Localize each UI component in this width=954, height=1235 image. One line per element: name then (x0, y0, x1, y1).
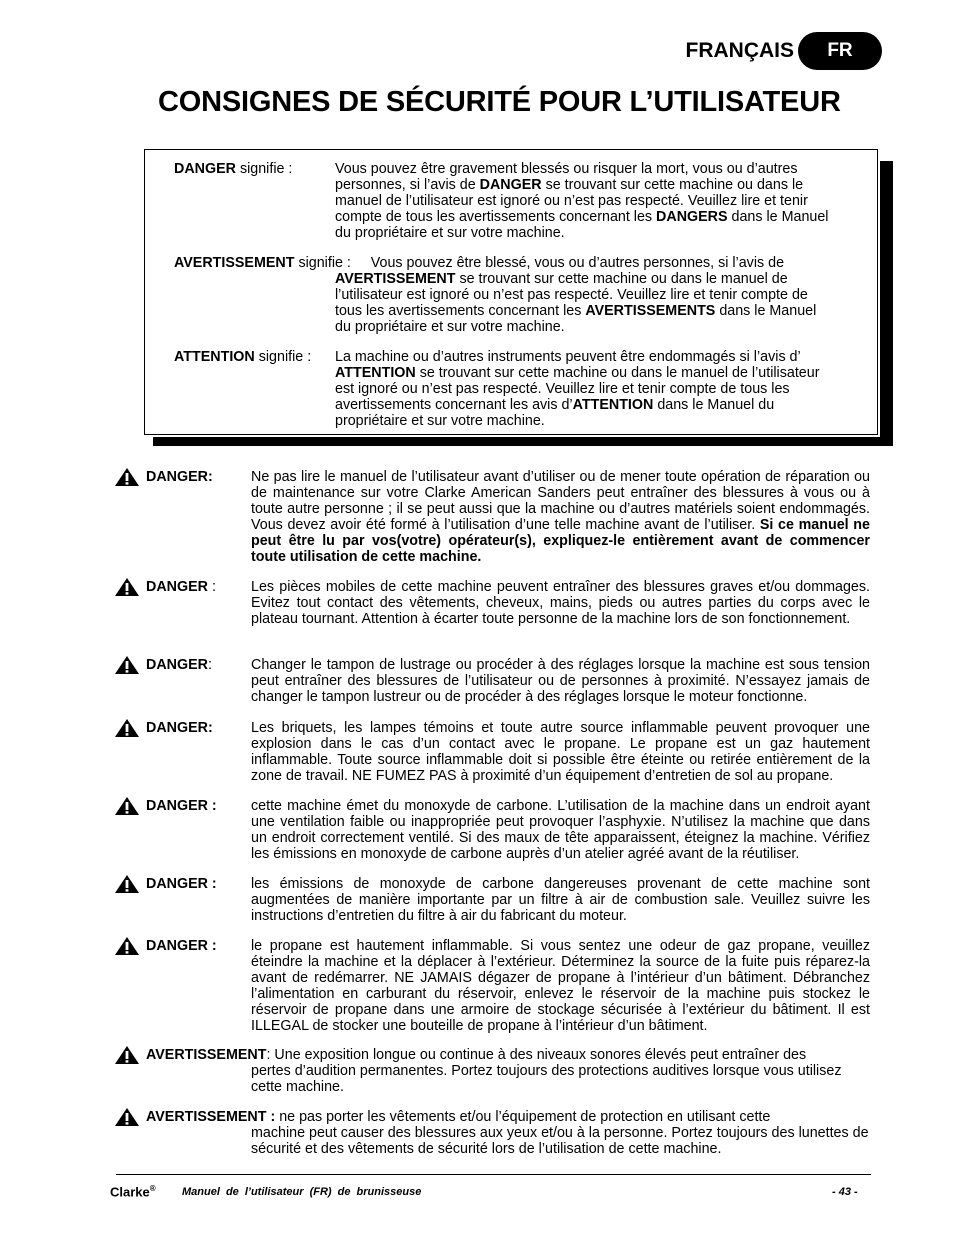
definition-text: La machine ou d’autres instruments peuvent être endommagés si l’avis d’ ATTENTION se trouvant sur cette machine ou dans le manuel de l’utilisateur est ignoré ou n’est pas respecté. Veuillez lire et tenir compte de tous les avertissements concernant les avis d’ATTENTION dans le Manuel du propriétaire et sur votre machine. (335, 349, 820, 429)
box-shadow-bottom (153, 437, 893, 446)
footer-page-number: - 43 - (832, 1186, 858, 1198)
definition-term: ATTENTION signifie : (174, 349, 312, 365)
warning-item (114, 938, 870, 1034)
warning-label: DANGER : (146, 579, 216, 595)
warning-triangle-icon (114, 577, 140, 597)
warning-item (114, 876, 870, 924)
warning-triangle-icon (114, 655, 140, 675)
warning-item (114, 798, 870, 862)
warning-label: AVERTISSEMENT: Une exposition longue ou continue à des niveaux sonores élevés peut entraîner des (146, 1047, 807, 1063)
warning-item (114, 720, 870, 784)
warning-item (114, 657, 870, 705)
language-label: FRANÇAIS (685, 39, 794, 62)
warning-text: Changer le tampon de lustrage ou procéder à des réglages lorsque la machine est sous tension peut entraîner des blessures de l’utilisateur ou de personnes à proximité. N’essayez jamais de changer le tampon lustreur ou de procéder à des réglages lorsque le moteur fonctionne. (251, 657, 870, 705)
language-indicator (686, 32, 883, 70)
warning-label: DANGER: (146, 657, 212, 673)
warning-label: DANGER: (146, 469, 213, 485)
warning-triangle-icon (114, 936, 140, 956)
warning-text: le propane est hautement inflammable. Si vous sentez une odeur de gaz propane, veuillez éteindre la machine et la déplacer à l’extérieur. Déterminez la source de la fuite puis réparez-la avant de redémarrer. NE JAMAIS dégazer de propane à l’intérieur d’un bâtiment. Débranchez l’alimentation en carburant du réservoir, enlevez le réservoir de la machine puis stockez le réservoir de propane dans une armoire de stockage sécurisée à l’extérieur du bâtiment. Il est ILLEGAL de stocker une bouteille de propane à l’intérieur d’un bâtiment. (251, 938, 870, 1034)
warning-text: cette machine émet du monoxyde de carbone. L’utilisation de la machine dans un endroit ayant une ventilation faible ou inappropriée peut provoquer l’asphyxie. N’utilisez la machine que dans un endroit correctement ventilé. Si des maux de tête apparaissent, éteignez la machine. Vérifiez les émissions en monoxyde de carbone auprès d’un atelier agréé avant de la réutiliser. (251, 798, 870, 862)
warning-text: Ne pas lire le manuel de l’utilisateur avant d’utiliser ou de mener toute opération de réparation ou de maintenance sur votre Clarke American Sanders peut entraîner des blessures à vous ou à toute autre personne ; il se peut aussi que la machine ou d’autres matériels soient endommagés. Vous devez avoir été formé à l’utilisation d’une telle machine avant de l’utiliser. Si ce manuel ne peut être lu par vos(votre) opérateur(s), expliquez-le entièrement avant de commencer toute utilisation de cette machine. (251, 469, 870, 565)
warning-text: pertes d’audition permanentes. Portez toujours des protections auditives lorsque vous utilisez cette machine. (251, 1063, 842, 1095)
box-shadow-right (880, 161, 893, 446)
footer-manual-title: Manuel de l’utilisateur (FR) de brunisseuse (182, 1186, 422, 1198)
footer-brand: Clarke® (110, 1184, 156, 1200)
warning-label: DANGER : (146, 876, 217, 892)
definition-avertissement (174, 255, 874, 335)
definition-text: AVERTISSEMENT se trouvant sur cette machine ou dans le manuel de l’utilisateur est ignoré ou n’est pas respecté. Veuillez lire et tenir compte de tous les avertissements concernant les AVERTISSEMENTS dans le Manuel du propriétaire et sur votre machine. (335, 271, 817, 335)
warning-text: Les briquets, les lampes témoins et toute autre source inflammable peuvent provoquer une explosion dans le cas d’un contact avec le propane. Le propane est un gaz hautement inflammable. Toute source inflammable doit si possible être éteinte ou retirée entièrement de la zone de travail. NE FUMEZ PAS à proximité d’un équipement d’entretien de sol au propane. (251, 720, 870, 784)
warning-label: AVERTISSEMENT : ne pas porter les vêtements et/ou l’équipement de protection en utilisant cette (146, 1109, 771, 1125)
page-title: CONSIGNES DE SÉCURITÉ POUR L’UTILISATEUR (158, 86, 841, 118)
language-badge: FR (798, 32, 882, 70)
warning-item (114, 1047, 870, 1095)
footer-rule (116, 1174, 871, 1175)
warning-label: DANGER: (146, 720, 213, 736)
warning-label: DANGER : (146, 798, 217, 814)
warning-triangle-icon (114, 718, 140, 738)
definition-attention (174, 349, 874, 429)
warning-label: DANGER : (146, 938, 217, 954)
warning-triangle-icon (114, 874, 140, 894)
definition-term: DANGER signifie : (174, 161, 293, 177)
warning-text: machine peut causer des blessures aux yeux et/ou à la personne. Portez toujours des lunettes de sécurité et des vêtements de sécurité lors de l’utilisation de cette machine. (251, 1125, 869, 1157)
warning-triangle-icon (114, 796, 140, 816)
warning-item (114, 579, 870, 627)
warning-text: les émissions de monoxyde de carbone dangereuses provenant de cette machine sont augmentées de manière importante par un filtre à air de combustion sale. Veuillez suivre les instructions d’entretien du filtre à air du fabricant du moteur. (251, 876, 870, 924)
warning-text: Les pièces mobiles de cette machine peuvent entraîner des blessures graves et/ou dommages. Evitez tout contact des vêtements, cheveux, mains, pieds ou autres parties du corps avec le plateau tournant. Attention à écarter toute personne de la machine lors de son fonctionnement. (251, 579, 870, 627)
definition-term: AVERTISSEMENT signifie : Vous pouvez être blessé, vous ou d’autres personnes, si l’avis de (174, 255, 785, 271)
warning-triangle-icon (114, 467, 140, 487)
warning-item (114, 469, 870, 565)
warning-item (114, 1109, 870, 1157)
warning-triangle-icon (114, 1107, 140, 1127)
definition-danger (174, 161, 874, 241)
warning-triangle-icon (114, 1045, 140, 1065)
definition-text: Vous pouvez être gravement blessés ou risquer la mort, vous ou d’autres personnes, si l’avis de DANGER se trouvant sur cette machine ou dans le manuel de l’utilisateur est ignoré ou n’est pas respecté. Veuillez lire et tenir compte de tous les avertissements concernant les DANGERS dans le Manuel du propriétaire et sur votre machine. (335, 161, 829, 241)
